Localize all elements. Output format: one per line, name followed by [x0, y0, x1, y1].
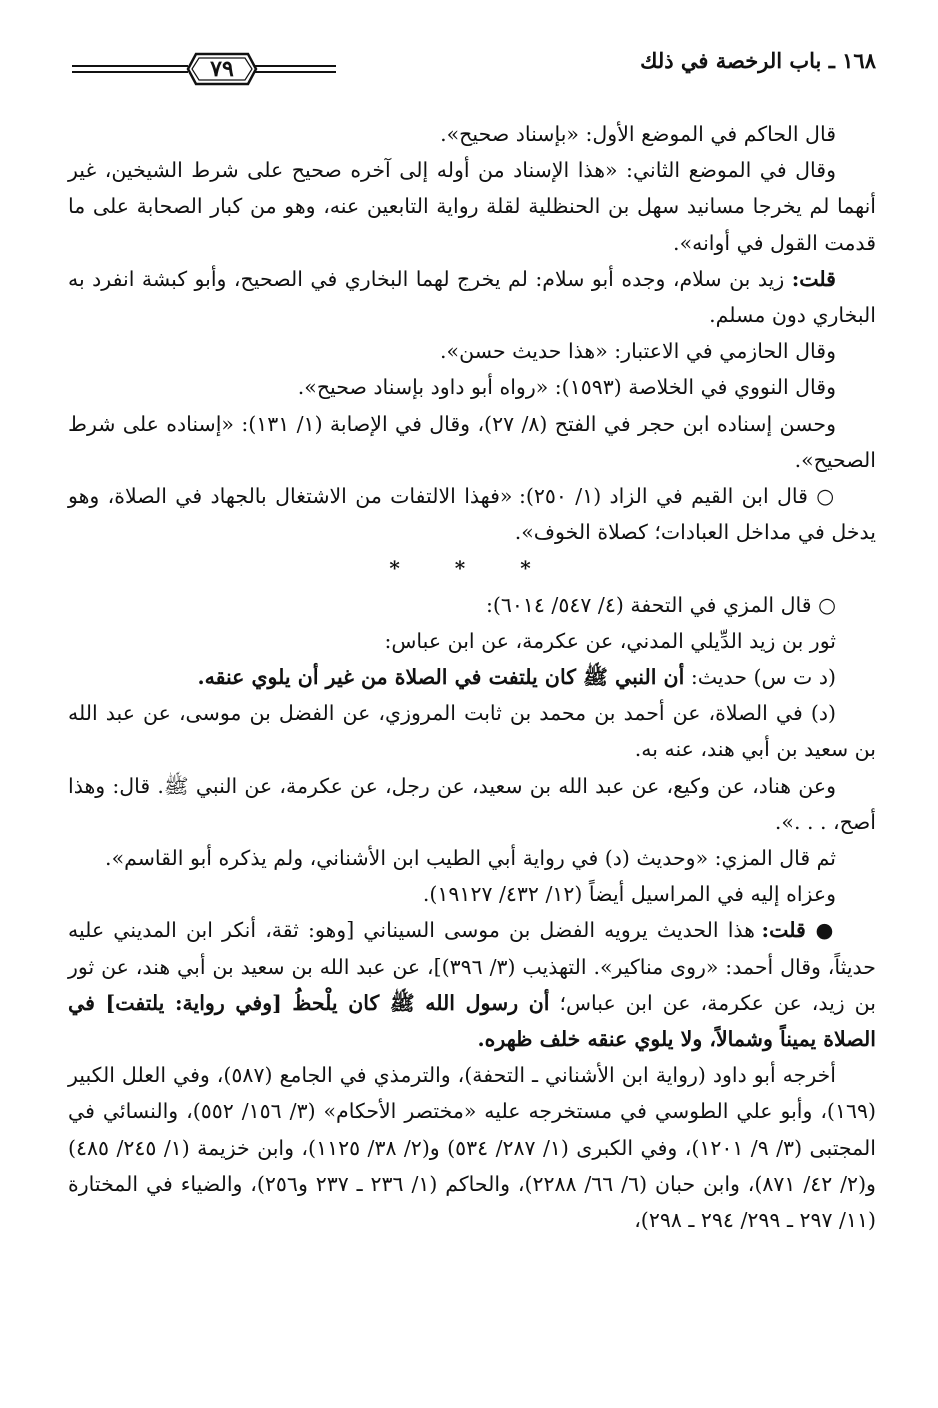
paragraph: ○ قال ابن القيم في الزاد (١/ ٢٥٠): «فهذا الالتفات من الاشتغال بالجهاد في الصلاة، وهو يدخل في مداخل العبادات؛ كصلاة الخوف».	[68, 484, 876, 545]
section-separator: * * *	[389, 556, 555, 581]
paragraph-text: (د ت س) حديث:	[684, 665, 836, 690]
hadith-number: ٧٩	[210, 56, 234, 82]
paragraph	[68, 261, 876, 333]
hadith-number-ornament	[70, 40, 340, 100]
running-title: ١٦٨ ـ باب الرخصة في ذلك	[640, 48, 876, 73]
paragraph	[68, 659, 876, 695]
paragraph: ثم قال المزي: «وحديث (د) في رواية أبي الطيب ابن الأشناني، ولم يذكره أبو القاسم».	[105, 846, 836, 871]
main-text	[68, 116, 876, 1238]
qultu-label: قلت:	[791, 266, 836, 291]
paragraph: وقال في الموضع الثاني: «هذا الإسناد من أوله إلى آخره صحيح على شرط الشيخين، غير أنهما لم يخرجا مسانيد سهل بن الحنظلية لقلة رواية التابعين عنه، وهو من كبار الصحابة على ما قدمت القول في أوانه».	[68, 158, 876, 255]
paragraph-text: زيد بن سلام، وجده أبو سلام: لم يخرج لهما البخاري في الصحيح، وأبو كبشة انفرد به البخاري دون مسلم.	[68, 266, 876, 328]
paragraph: ثور بن زيد الدِّيلي المدني، عن عكرمة، عن ابن عباس:	[384, 628, 836, 653]
paragraph: وحسن إسناده ابن حجر في الفتح (٨/ ٢٧)، وقال في الإصابة (١/ ١٣١): «إسناده على شرط الصحيح».	[68, 411, 876, 472]
paragraph: وقال الحازمي في الاعتبار: «هذا حديث حسن».	[440, 339, 836, 364]
paragraph: أخرجه أبو داود (رواية ابن الأشناني ـ التحفة)، والترمذي في الجامع (٥٨٧)، وفي العلل الكبير (١٦٩)، وأبو علي الطوسي في مستخرجه عليه «مختصر الأحكام» (٣/ ١٥٦/ ٥٥٢)، والنسائي في المجتبى (٣/ ٩/ ١٢٠١)، وفي الكبرى (١/ ٢٨٧/ ٥٣٤) و(٢/ ٣٨/ ١١٢٥)، وابن خزيمة (١/ ٢٤٥/ ٤٨٥) و(٢/ ٤٢/ ٨٧١)، وابن حبان (٦/ ٦٦/ ٢٢٨٨)، والحاكم (١/ ٢٣٦ ـ ٢٣٧ و٢٥٦)، والضياء في المختارة (١١/ ٢٩٧ ـ ٢٩٩/ ٢٩٤ ـ ٢٩٨)،	[68, 1063, 876, 1233]
hadith-text: أن رسول الله ﷺ كان يلْحظُ [وفي رواية: يلتفت] في الصلاة يميناً وشمالاً، ولا يلوي عنقه خلف ظهره.	[68, 990, 876, 1052]
paragraph: قال الحاكم في الموضع الأول: «بإسناد صحيح».	[440, 122, 836, 146]
paragraph: وعزاه إليه في المراسيل أيضاً (١٢/ ٤٣٢/ ١٩١٢٧).	[422, 882, 836, 907]
paragraph-text: هذا الحديث يرويه الفضل بن موسى السيناني [وهو: ثقة، أنكر ابن المديني عليه حديثاً، وقال أحمد: «روى مناكير». التهذيب (٣/ ٣٩٦)]، عن عبد الله بن سعيد بن أبي هند، عن ثور بن زيد، عن عكرمة، عن ابن عباس؛	[68, 918, 876, 1015]
qultu-label: ● قلت:	[761, 918, 837, 943]
paragraph: وقال النووي في الخلاصة (١٥٩٣): «رواه أبو داود بإسناد صحيح».	[297, 375, 836, 400]
hadith-text: أن النبي ﷺ كان يلتفت في الصلاة من غير أن يلوي عنقه.	[197, 665, 685, 690]
paragraph: ○ قال المزي في التحفة (٤/ ٥٤٧/ ٦٠١٤):	[485, 592, 836, 617]
paragraph	[68, 912, 876, 1057]
paragraph: وعن هناد، عن وكيع، عن عبد الله بن سعيد، عن رجل، عن عكرمة، عن النبي ﷺ. قال: وهذا أصح، . . .».	[68, 773, 876, 834]
page-header	[70, 40, 876, 100]
paragraph: (د) في الصلاة، عن أحمد بن محمد بن ثابت المروزي، عن الفضل بن موسى، عن عبد الله بن سعيد بن أبي هند، عنه به.	[68, 701, 876, 762]
